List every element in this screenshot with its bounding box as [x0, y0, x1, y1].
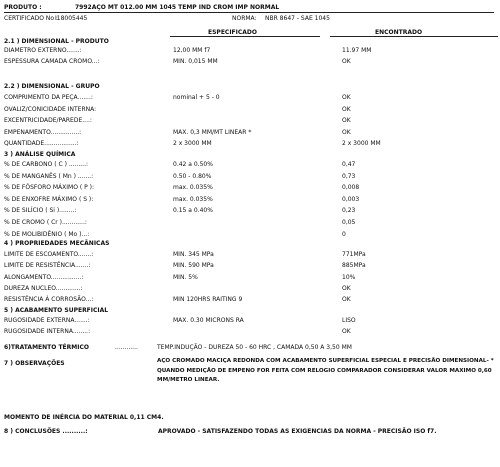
row-encontrado: 0,008 — [342, 184, 360, 192]
row-especificado: MAX. 0,3 MM/MT LINEAR * — [173, 128, 252, 136]
row-label: % DE ENXOFRE MÁXIMO ( S ): — [4, 195, 94, 203]
row-encontrado: OK — [342, 94, 351, 101]
row-label: DUREZA NUCLEO.............: — [4, 284, 83, 292]
row-encontrado: OK — [342, 117, 351, 124]
row-encontrado: LISO — [342, 317, 356, 324]
tratamento-label: 6)TRATAMENTO TÉRMICO — [4, 344, 89, 351]
conclusoes-label: 8 ) CONCLUSÕES ..........: — [4, 428, 88, 435]
tratamento-value: TEMP.INDUÇÃO - DUREZA 50 - 60 HRC , CAMADA 0,50 A 3,50 MM — [157, 344, 352, 351]
row-label: QUANTIDADE.................: — [4, 140, 79, 147]
certificado-label: CERTIFICADO No : — [4, 15, 58, 22]
row-especificado: 0.15 a 0.40% — [173, 207, 213, 215]
row-encontrado: OK — [342, 105, 351, 113]
row-label: % DE FÓSFORO MÁXIMO ( P ): — [4, 184, 94, 192]
row-especificado: MAX. 0.30 MICRONS RA — [173, 317, 244, 324]
row-encontrado: 0 — [342, 230, 346, 238]
row-encontrado: OK — [342, 284, 351, 292]
norma-label: NORMA: — [232, 15, 257, 22]
row-encontrado: OK — [342, 296, 351, 304]
row-label: RUGOSIDADE INTERNA........: — [4, 327, 91, 335]
row-label: COMPRIMENTO DA PEÇA.......: — [4, 94, 93, 101]
observacoes-line-2: QUANDO MEDIÇÃO DE EMPENO FOR FEITA COM RELOGIO COMPARADOR CONSIDERAR VALOR MAXIMO 0,60 — [157, 368, 492, 374]
row-label: % DE CROMO ( Cr )............: — [4, 219, 87, 226]
row-encontrado: 885MPa — [342, 262, 366, 270]
row-label: % DE MOLIBIDÊNIO ( Mo )...: — [4, 230, 90, 238]
row-encontrado: 2 x 3000 MM — [342, 140, 381, 147]
row-label: LIMITE DE ESCOAMENTO.......: — [4, 251, 94, 258]
column-especificado: ESPECIFICADO — [208, 29, 258, 36]
row-encontrado: 11.97 MM — [342, 47, 372, 54]
row-label: % DE CARBONO ( C ) .........: — [4, 161, 89, 168]
row-label: RESISTÊNCIA À CORROSÃO...: — [4, 296, 94, 304]
conclusoes-value: APROVADO - SATISFAZENDO TODAS AS EXIGENCIAS DA NORMA - PRECISÃO ISO f7. — [158, 428, 437, 435]
row-especificado: MIN. 5% — [173, 273, 198, 281]
row-label: % DE MANGANÊS ( Mn ) .......: — [4, 172, 94, 180]
row-label: % DE SILÍCIO ( Si )........: — [4, 207, 77, 215]
observacoes-label: 7 ) OBSERVAÇÕES — [4, 360, 65, 367]
norma-value: NBR 8647 - SAE 1045 — [265, 15, 330, 22]
row-encontrado: 0,73 — [342, 172, 356, 180]
row-encontrado: OK — [342, 58, 351, 65]
row-especificado: max. 0.035% — [173, 184, 213, 192]
tratamento-dots: ............ — [115, 344, 138, 351]
row-encontrado: 771MPa — [342, 251, 366, 258]
row-encontrado: 10% — [342, 273, 356, 281]
row-especificado: nominal + 5 - 0 — [173, 94, 220, 101]
row-especificado: MIN. 590 MPa — [173, 262, 214, 270]
momento-inercia: MOMENTO DE INÉRCIA DO MATERIAL 0,11 CM4. — [4, 414, 164, 421]
section-acabamento-title: 5 ) ACABAMENTO SUPERFICIAL — [4, 307, 109, 314]
row-especificado: 2 x 3000 MM — [173, 140, 212, 147]
row-encontrado: 0,003 — [342, 195, 360, 203]
certificado-value: I18005445 — [55, 15, 88, 22]
row-label: RUGOSIDADE EXTERNA.......: — [4, 317, 90, 324]
column-encontrado: ENCONTRADO — [375, 29, 423, 36]
row-encontrado: 0,47 — [342, 161, 356, 168]
observacoes-line-3: MM/METRO LINEAR. — [157, 377, 220, 383]
row-especificado: 0.50 - 0.80% — [173, 172, 212, 180]
row-label: LIMITE DE RESISTÊNCIA.......: — [4, 262, 91, 270]
observacoes-line-1: AÇO CROMADO MACIÇA REDONDA COM ACABAMENTO SUPERFICIAL ESPECIAL E PRECISÃO DIMENSIONAL- * — [157, 358, 494, 364]
row-especificado: MIN. 345 MPa — [173, 251, 214, 258]
produto-value: 7992AÇO MT 012.00 MM 1045 TEMP IND CROM IMP NORMAL — [75, 4, 280, 11]
section-propriedades-title: 4 ) PROPRIEDADES MECÂNICAS — [4, 240, 110, 247]
row-encontrado: OK — [342, 327, 351, 335]
row-especificado: 12,00 MM f7 — [173, 47, 211, 54]
row-especificado: MIN. 0,015 MM — [173, 58, 218, 65]
row-label: ESPESSURA CAMADA CROMO...: — [4, 58, 100, 65]
row-label: DIAMETRO EXTERNO.......: — [4, 47, 82, 54]
row-especificado: max. 0.035% — [173, 195, 213, 203]
produto-label: PRODUTO : — [4, 4, 42, 11]
row-label: EMPENAMENTO...............: — [4, 128, 82, 136]
especificado-underline — [170, 36, 320, 37]
row-label: EXCENTRICIDADE/PAREDE....: — [4, 117, 92, 124]
header-divider — [4, 12, 494, 13]
row-encontrado: 0,05 — [342, 219, 356, 226]
section-dimensional-produto-title: 2.1 ) DIMENSIONAL - PRODUTO — [4, 38, 109, 45]
section-dimensional-grupo-title: 2.2 ) DIMENSIONAL - GRUPO — [4, 83, 100, 90]
row-encontrado: OK — [342, 128, 351, 136]
row-especificado: 0.42 a 0.50% — [173, 161, 213, 168]
section-analise-quimica-title: 3 ) ANÁLISE QUÍMICA — [4, 151, 76, 158]
row-encontrado: 0,23 — [342, 207, 356, 215]
row-label: OVALIZ/CONICIDADE INTERNA: — [4, 105, 97, 113]
row-especificado: MIN 120HRS RAITING 9 — [173, 296, 243, 304]
row-label: ALONGAMENTO................: — [4, 273, 84, 281]
encontrado-underline — [330, 36, 498, 37]
